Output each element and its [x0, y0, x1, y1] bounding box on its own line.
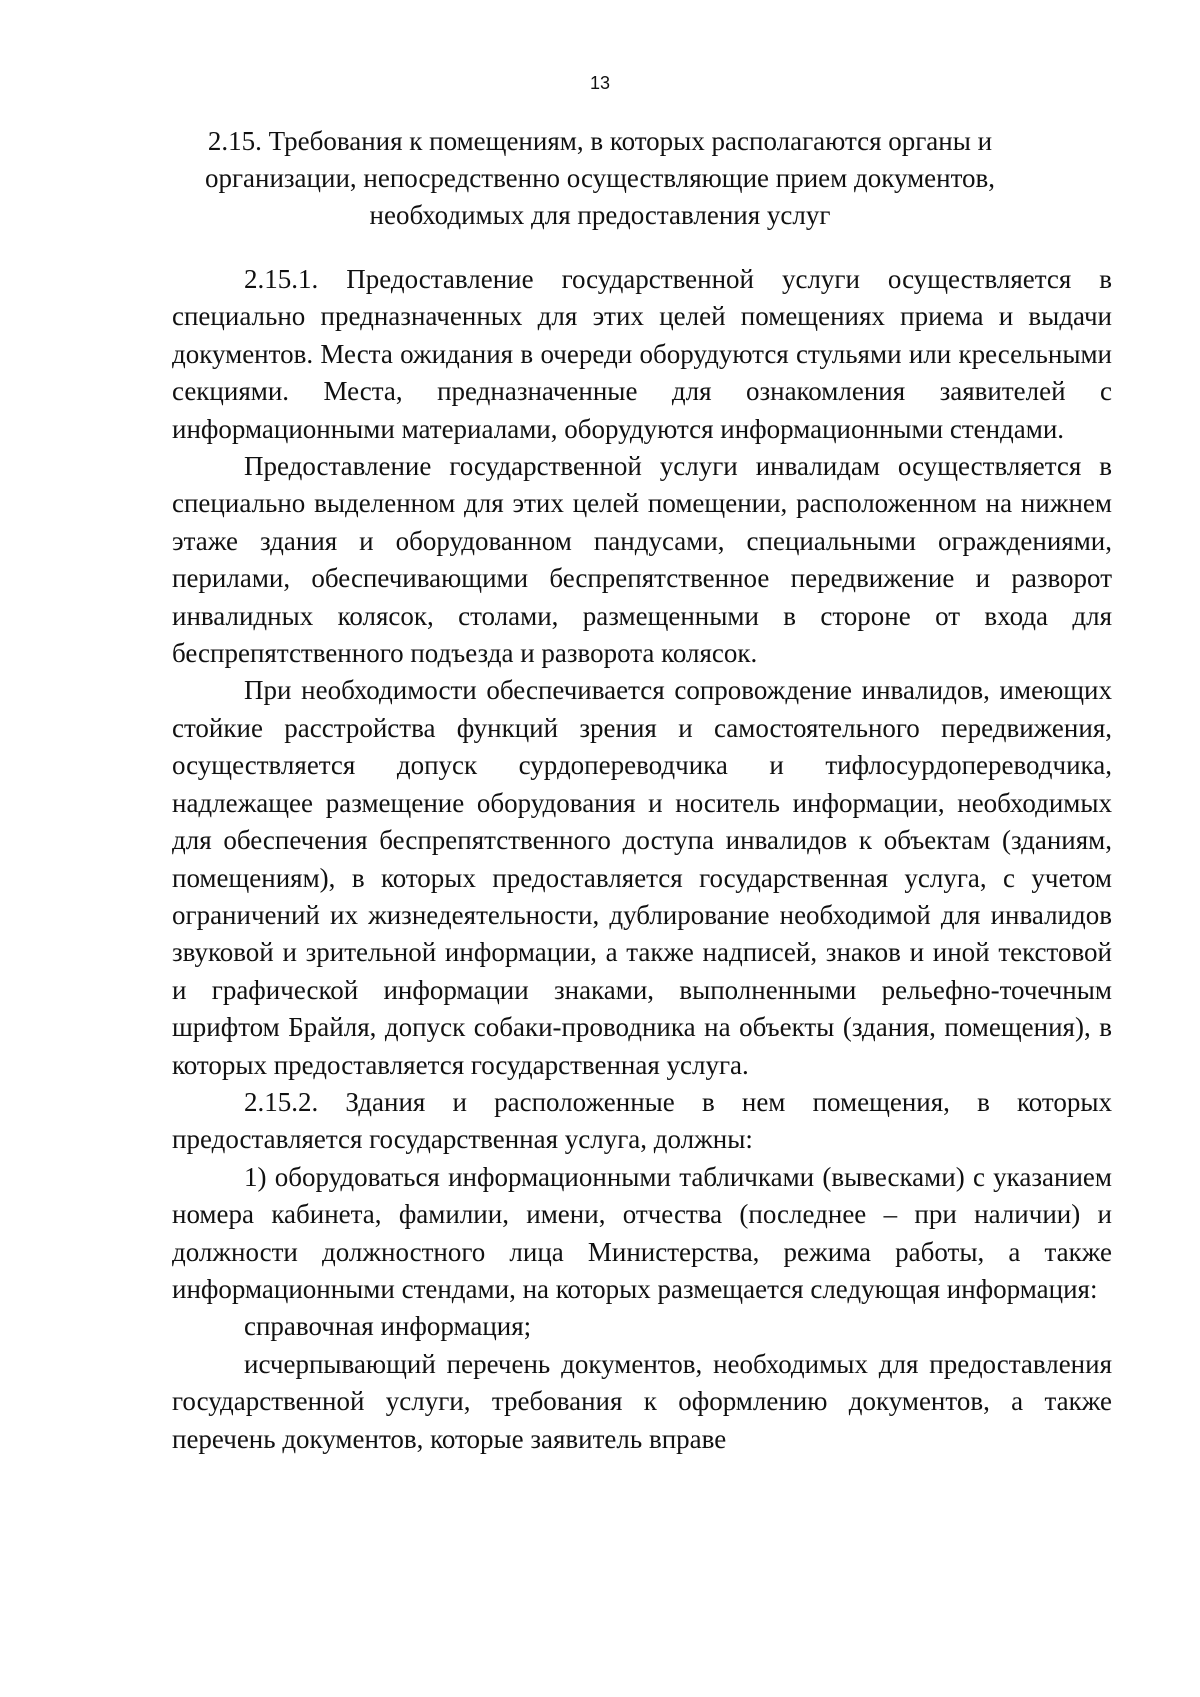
document-body: [172, 261, 1112, 1458]
section-heading-line: 2.15. Требования к помещениям, в которых располагаются органы и: [207, 126, 993, 156]
section-heading-line: необходимых для предоставления услуг: [369, 200, 831, 230]
paragraph-accompaniment: При необходимости обеспечивается сопровождение инвалидов, имеющих стойкие расстройства функций зрения и самостоятельного передвижения, осуществляется допуск сурдопереводчика и тифлосурдопереводчика, надлежащее размещение оборудования и носитель информации, необходимых для обеспечения беспрепятственного доступа инвалидов к объектам (зданиям, помещениям), в которых предоставляется государственная услуга, с учетом ограничений их жизнедеятельности, дублирование необходимой для инвалидов звуковой и зрительной информации, а также надписей, знаков и иной текстовой и графической информации знаками, выполненными рельефно-точечным шрифтом Брайля, допуск собаки-проводника на объекты (здания, помещения), в которых предоставляется государственная услуга.: [172, 675, 1112, 1080]
section-heading-line: организации, непосредственно осуществляющие прием документов,: [204, 163, 996, 193]
section-heading: [150, 123, 1050, 234]
paragraph-disabled-access: Предоставление государственной услуги инвалидам осуществляется в специально выделенном для этих целей помещении, расположенном на нижнем этаже здания и оборудованном пандусами, специальными ограждениями, перилами, обеспечивающими беспрепятственное передвижение и разворот инвалидных колясок, столами, размещенными в стороне от входа для беспрепятственного подъезда и разворота колясок.: [172, 451, 1112, 669]
paragraph-2-15-1: 2.15.1. Предоставление государственной услуги осуществляется в специально предназначенных для этих целей помещениях приема и выдачи документов. Места ожидания в очереди оборудуются стульями или кресельными секциями. Места, предназначенные для ознакомления заявителей с информационными материалами, оборудуются информационными стендами.: [172, 264, 1112, 444]
paragraph-2-15-2: 2.15.2. Здания и расположенные в нем помещения, в которых предоставляется государственная услуга, должны:: [172, 1086, 1112, 1155]
list-item-documents-list: исчерпывающий перечень документов, необходимых для предоставления государственной услуги, требования к оформлению документов, а также перечень документов, которые заявитель вправе: [172, 1348, 1112, 1454]
list-item-1: 1) оборудоваться информационными табличками (вывесками) с указанием номера кабинета, фамилии, имени, отчества (последнее – при наличии) и должности должностного лица Министерства, режима работы, а также информационными стендами, на которых размещается следующая информация:: [172, 1161, 1112, 1304]
list-item-reference-info: справочная информация;: [244, 1311, 532, 1342]
page-number: 13: [589, 73, 611, 93]
